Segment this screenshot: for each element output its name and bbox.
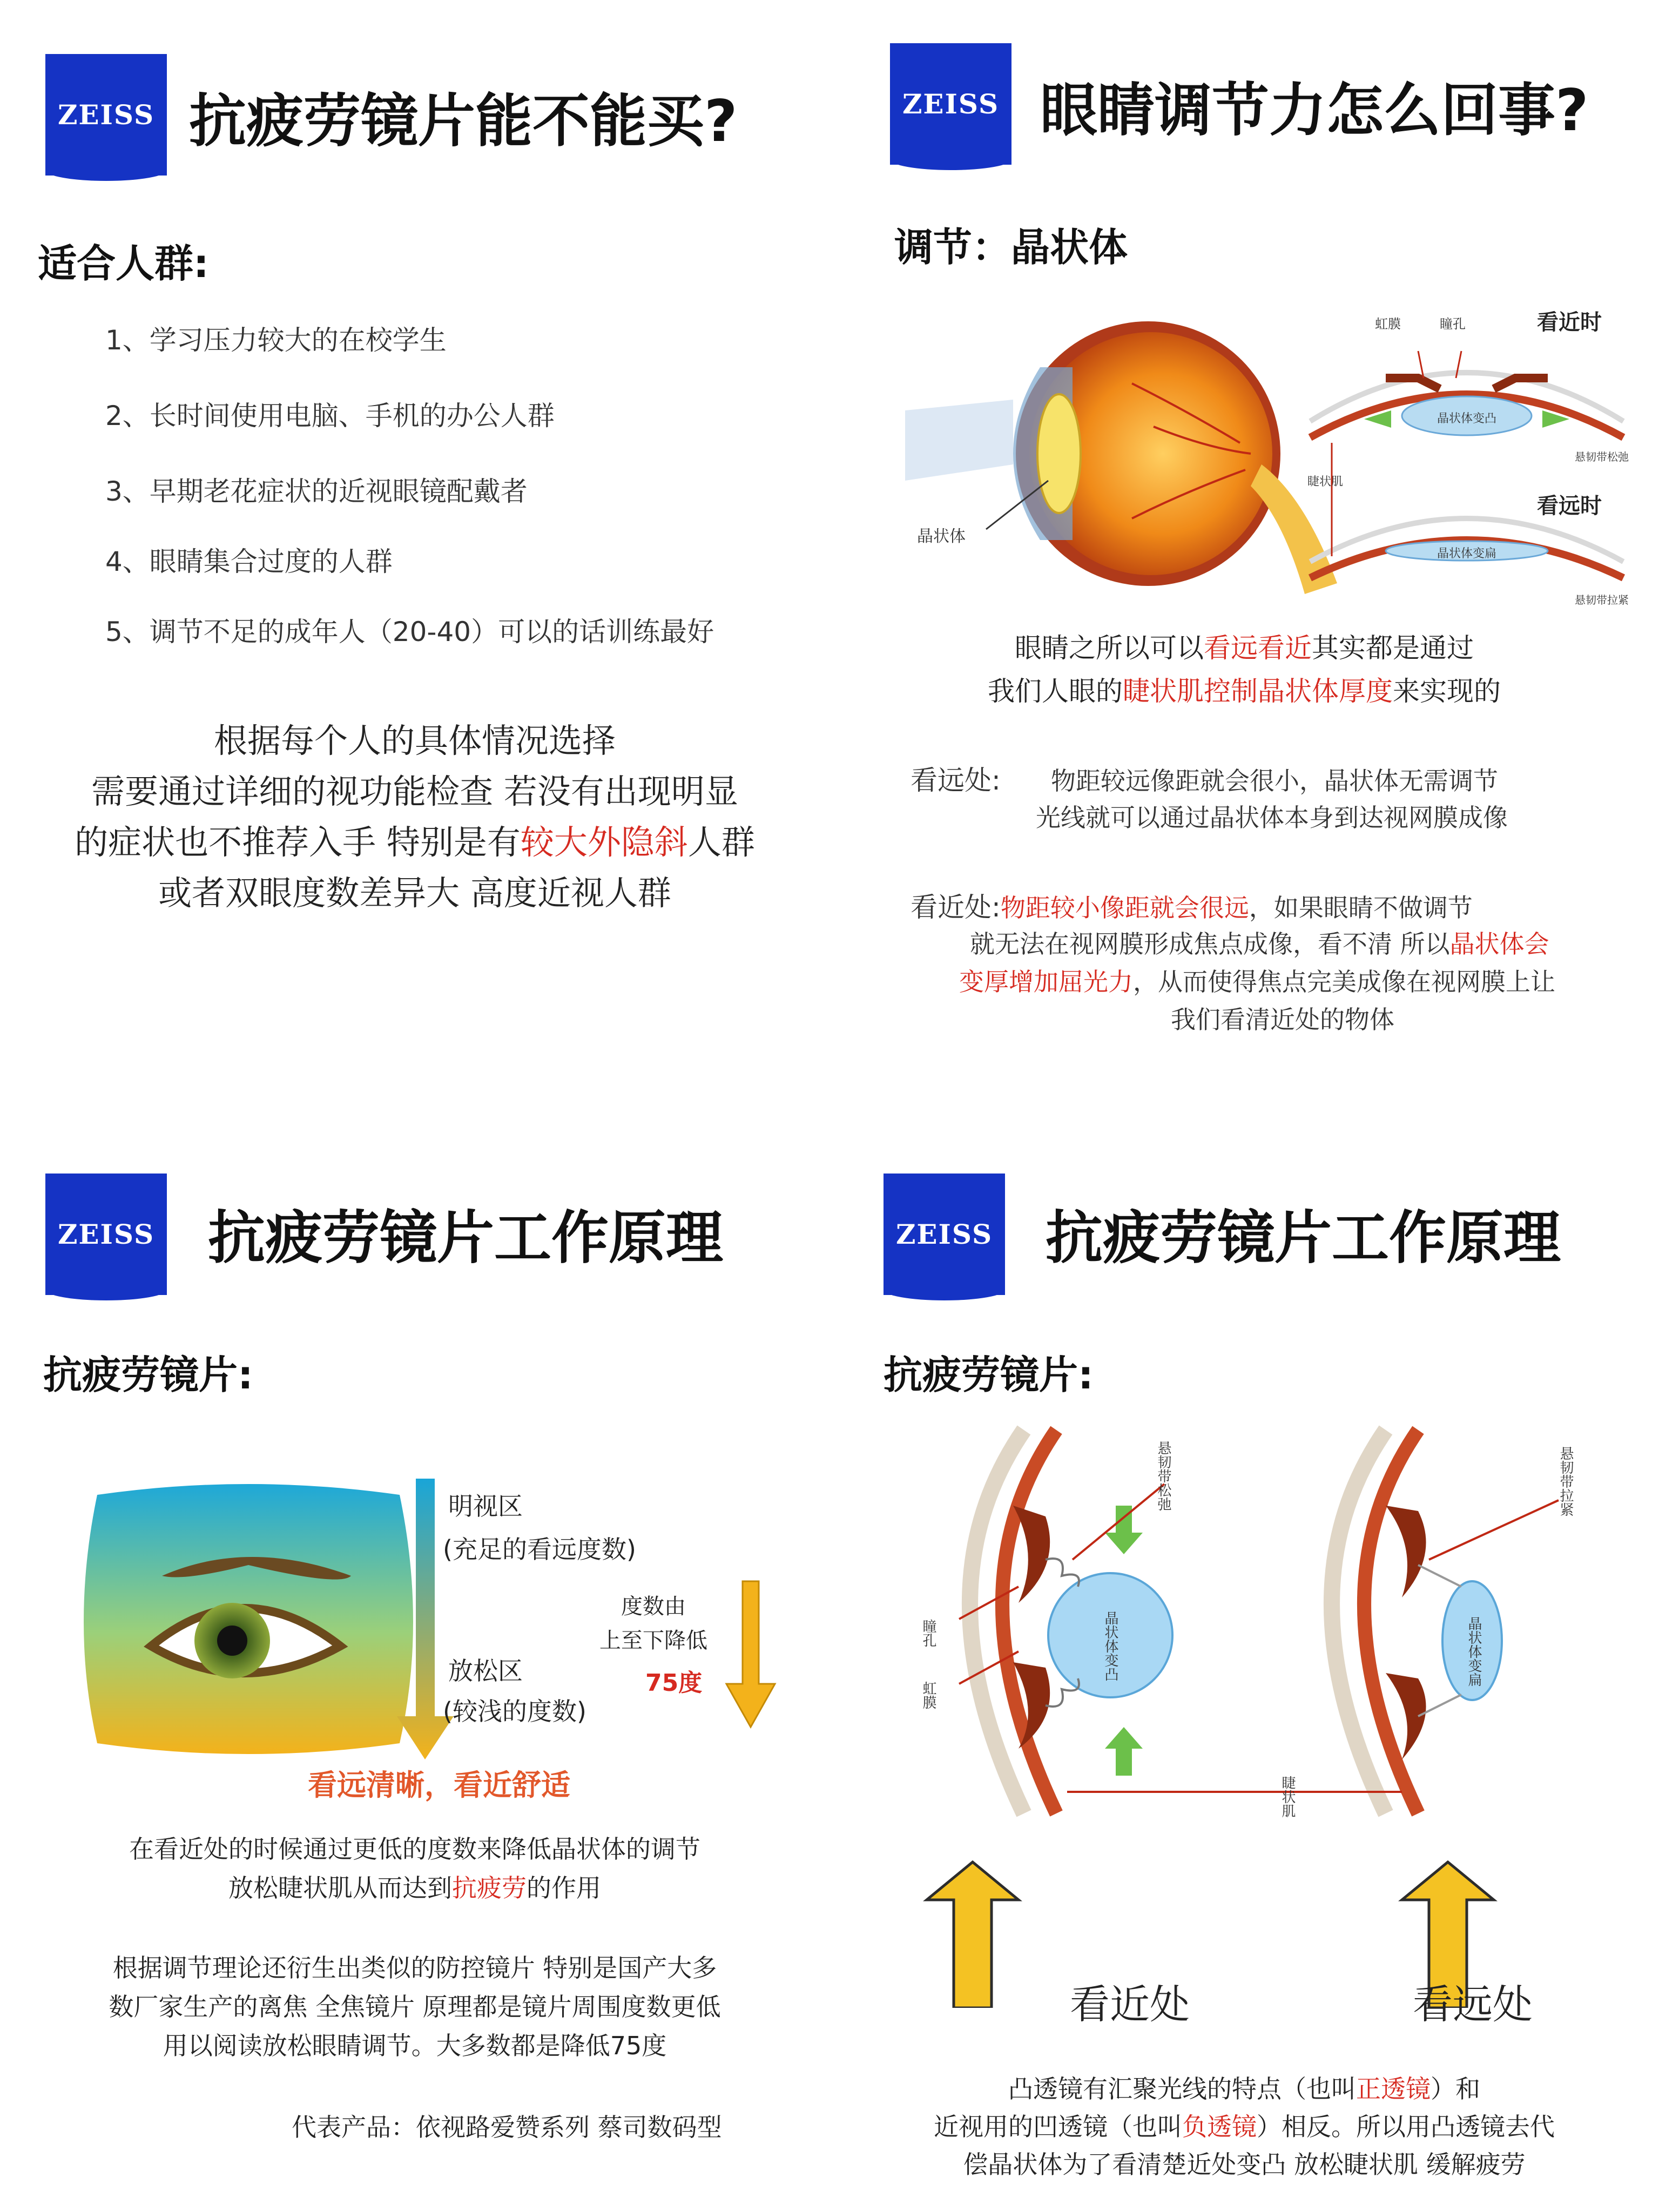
lens-flat-label: 晶状体变扁 — [1437, 547, 1497, 561]
panel-accommodation — [830, 0, 1659, 1106]
ciliary-label: 睫状肌 — [1279, 1776, 1296, 1818]
highlight-text: 抗疲劳 — [452, 1873, 527, 1903]
zeiss-logo — [884, 1174, 1005, 1295]
lens-convex-label: 晶状体变凸 — [1102, 1611, 1118, 1681]
highlight-text: 晶状体会 — [1449, 929, 1549, 959]
zeiss-logo-text: ZEISS — [895, 1218, 993, 1250]
pointer-zonule — [1073, 1484, 1164, 1560]
near-paragraph-line4: 我们看清近处的物体 — [1171, 1005, 1394, 1034]
para-text: 的症状也不推荐入手 特别是有 — [75, 822, 521, 862]
para-text: 来实现的 — [1393, 676, 1501, 707]
lens-flat-label: 晶状体变扁 — [1466, 1616, 1482, 1687]
para-line — [0, 1869, 830, 1907]
para-text: ）和 — [1431, 2074, 1480, 2103]
para-line — [0, 817, 830, 868]
yellow-up-arrow-near — [927, 1862, 1019, 2008]
zeiss-logo — [45, 1174, 167, 1295]
para-text: 凸透镜有汇聚光线的特点（也叫 — [1008, 2074, 1356, 2103]
panel-convex-lens — [830, 1106, 1659, 2212]
iris-near — [1386, 378, 1548, 389]
para-line — [830, 2070, 1659, 2108]
principle-paragraph — [0, 1830, 830, 1907]
yellow-down-arrow — [726, 1581, 775, 1727]
far-caption: 看远处 — [1413, 1981, 1533, 2028]
highlight-text: 正透镜 — [1356, 2074, 1431, 2103]
para-text: 的作用 — [527, 1873, 601, 1903]
highlight-text: 看远看近 — [1204, 632, 1312, 664]
zeiss-logo — [890, 43, 1011, 165]
para-line: 用以阅读放松眼睛调节。大多数都是降低75度 — [163, 2031, 667, 2060]
zeiss-logo — [45, 54, 167, 176]
list-item: 3、早期老花症状的近视眼镜配戴者 — [105, 476, 528, 507]
panel-title: 抗疲劳镜片工作原理 — [208, 1205, 723, 1271]
para-text: 放松睫状肌从而达到 — [228, 1873, 452, 1903]
power-desc-line1: 度数由 — [621, 1594, 686, 1619]
clear-zone-label: 明视区 — [448, 1492, 523, 1521]
para-text: ）相反。所以用凸透镜去代 — [1257, 2112, 1555, 2141]
far-label: 看远时 — [1537, 494, 1602, 518]
zeiss-logo-text: ZEISS — [902, 88, 1000, 120]
lens-convex-label: 晶状体变凸 — [1437, 412, 1497, 426]
pupil-label: 瞳孔 — [1440, 316, 1466, 332]
crystalline-lens — [1037, 394, 1081, 513]
para-line: 在看近处的时候通过更低的度数来降低晶状体的调节 — [129, 1835, 700, 1864]
pupil — [217, 1626, 247, 1656]
power-desc-line2: 上至下降低 — [599, 1628, 707, 1653]
slogan: 看远清晰，看近舒适 — [308, 1768, 570, 1802]
para-text: 其实都是通过 — [1312, 632, 1474, 664]
iris-label: 虹膜 — [1375, 316, 1401, 332]
para-line: 数厂家生产的离焦 全焦镜片 原理都是镜片周围度数更低 — [109, 1992, 721, 2021]
sclera-far — [1364, 1430, 1418, 1813]
list-item: 4、眼睛集合过度的人群 — [105, 546, 393, 577]
iris-label: 虹膜 — [920, 1681, 936, 1709]
para-text: 眼睛之所以可以 — [1015, 632, 1204, 664]
highlight-text: 较大外隐斜 — [520, 822, 688, 862]
far-line: 物距较远像距就会很小，晶状体无需调节 — [1051, 766, 1498, 795]
zonule-relax-label: 悬韧带松弛 — [1575, 450, 1629, 463]
recommendation-paragraph — [0, 716, 830, 919]
power-value: 75度 — [645, 1669, 703, 1697]
para-line: 根据调节理论还衍生出类似的防控镜片 特别是国产大多 — [112, 1953, 717, 1982]
intro-paragraph — [830, 626, 1659, 713]
eyeball-illustration — [905, 302, 1337, 605]
panel-title: 眼睛调节力怎么回事? — [1040, 77, 1589, 144]
zonule-relax-label: 悬韧带松弛 — [1155, 1441, 1171, 1511]
highlight-text: 睫状肌控制晶状体厚度 — [1123, 676, 1393, 707]
convex-lens-paragraph — [830, 2070, 1659, 2183]
representative-products: 代表产品：依视路爱赞系列 蔡司数码型 — [292, 2113, 722, 2142]
para-line — [830, 670, 1659, 713]
para-text: 我们人眼的 — [988, 676, 1123, 707]
accommodation-diagram — [1289, 313, 1645, 616]
panel-lens-principle — [0, 1106, 830, 2212]
near-heading: 看近处: — [911, 892, 1001, 923]
list-item: 5、调节不足的成年人（20-40）可以的话训练最好 — [105, 616, 714, 648]
zonule-tight-label: 悬韧带拉紧 — [1575, 594, 1629, 606]
green-arrow-up — [1105, 1727, 1143, 1776]
section-heading: 抗疲劳镜片: — [884, 1352, 1094, 1398]
pointer-zonule — [1429, 1500, 1559, 1560]
eye-cross-section-diagram — [884, 1425, 1618, 2008]
far-line: 光线就可以通过晶状体本身到达视网膜成像 — [1036, 803, 1508, 832]
para-line: 需要通过详细的视功能检查 若没有出现明显 — [91, 772, 738, 811]
panel-who-should-buy — [0, 0, 830, 1106]
para-line: 或者双眼度数差异大 高度近视人群 — [158, 873, 671, 913]
section-heading: 抗疲劳镜片: — [43, 1352, 253, 1398]
section-heading: 调节：晶状体 — [894, 225, 1128, 270]
near-paragraph-line2 — [970, 925, 1549, 960]
para-text: 就无法在视网膜形成焦点成像，看不清 所以 — [970, 929, 1450, 959]
para-line: 偿晶状体为了看清楚近处变凸 放松睫状肌 缓解疲劳 — [963, 2150, 1526, 2179]
zonule-fiber — [1046, 1559, 1079, 1587]
section-heading: 适合人群: — [38, 241, 209, 286]
zonule-fiber — [1418, 1565, 1461, 1587]
zeiss-logo-text: ZEISS — [57, 99, 155, 131]
green-arrow-down — [1105, 1506, 1143, 1554]
panel-title: 抗疲劳镜片能不能买? — [189, 88, 738, 154]
para-text: ，从而使得焦点完美成像在视网膜上让 — [1133, 967, 1555, 996]
para-line — [830, 2108, 1659, 2146]
panel-title: 抗疲劳镜片工作原理 — [1046, 1205, 1561, 1271]
highlight-text: 变厚增加屈光力 — [959, 967, 1133, 996]
para-text: ，如果眼睛不做调节 — [1249, 893, 1473, 922]
relax-zone-label: 放松区 — [448, 1656, 523, 1685]
para-line — [830, 626, 1659, 670]
relax-zone-desc: (较浅的度数) — [443, 1697, 586, 1726]
lens-label: 晶状体 — [917, 527, 966, 546]
list-item: 1、学习压力较大的在校学生 — [105, 325, 447, 356]
highlight-text: 物距较小像距就会很远 — [1000, 893, 1249, 922]
near-paragraph-line3 — [959, 962, 1555, 998]
para-text: 人群 — [687, 822, 755, 862]
list-item: 2、长时间使用电脑、手机的办公人群 — [105, 400, 555, 431]
near-caption: 看近处 — [1070, 1981, 1190, 2028]
para-line: 根据每个人的具体情况选择 — [213, 721, 616, 760]
para-text: 近视用的凹透镜（也叫 — [934, 2112, 1182, 2141]
derivative-paragraph — [0, 1948, 830, 2065]
near-paragraph-line1 — [911, 886, 1473, 925]
pupil-label: 瞳孔 — [920, 1619, 936, 1647]
sclera-near — [1002, 1430, 1056, 1813]
zeiss-logo-text: ZEISS — [57, 1218, 155, 1250]
highlight-text: 负透镜 — [1182, 2112, 1257, 2141]
iris-upper-far — [1386, 1506, 1426, 1597]
zonule-tight-label: 悬韧带拉紧 — [1557, 1446, 1574, 1516]
clear-zone-desc: (充足的看远度数) — [443, 1535, 636, 1564]
ciliary-label: 睫状肌 — [1307, 475, 1344, 489]
far-heading: 看远处: — [911, 765, 1001, 796]
near-label: 看近时 — [1537, 310, 1602, 335]
